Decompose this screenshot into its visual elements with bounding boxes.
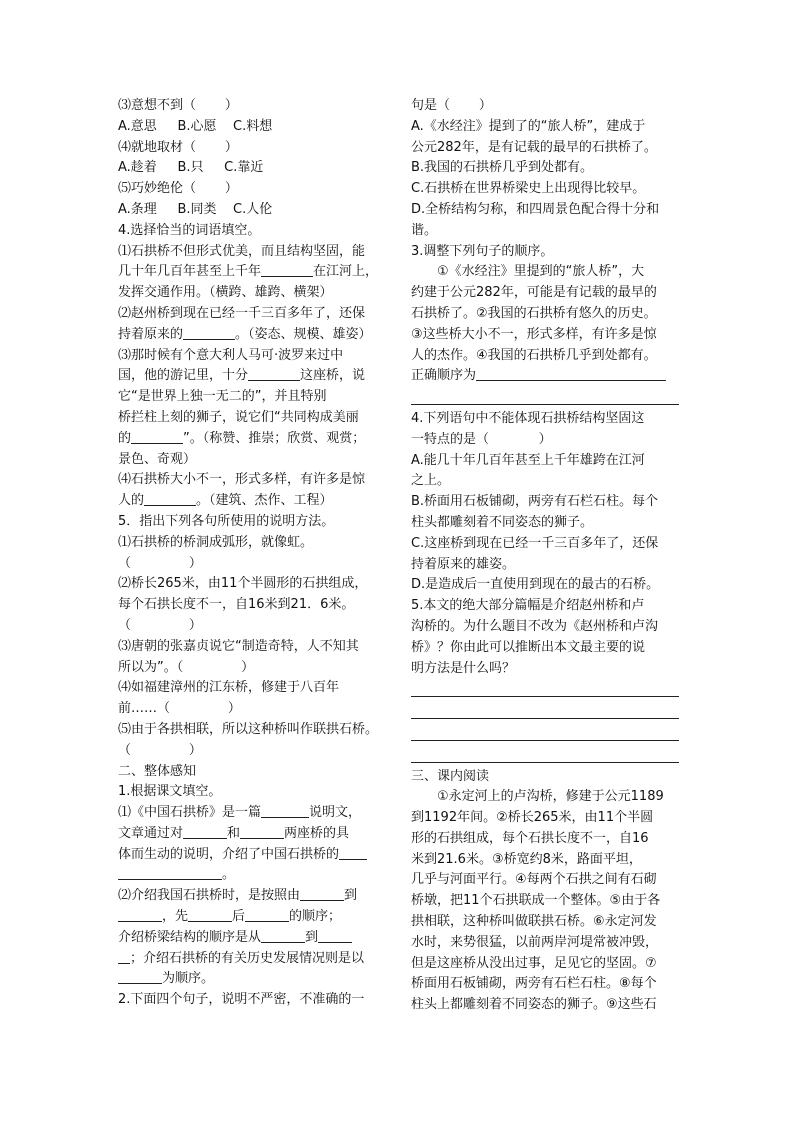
text-line: 正确顺序为	[411, 366, 679, 387]
text-line: A.《水经注》提到了的“旅人桥”，建成于	[411, 118, 646, 134]
text-line: ①《水经注》里提到的“旅人桥”，大	[437, 264, 645, 280]
section-heading: 4.选择恰当的词语填空。	[118, 222, 261, 238]
text-line: 沟桥的。为什么题目不改为《赵州桥和卢沟	[411, 618, 659, 634]
answer-line	[411, 387, 679, 405]
text-line: ⑴石拱桥的桥洞成弧形，就像虹。	[118, 534, 314, 550]
text-line: ⑷石拱桥大小不一，形式多样，有许多是惊	[118, 472, 366, 488]
text-line: 4.下列语句中不能体现石拱桥结构坚固这	[411, 410, 645, 426]
options-line: A.趁着 B.只 C.靠近	[118, 160, 264, 176]
options-line: A.意思 B.心愿 C.料想	[118, 118, 273, 134]
text-line: 柱头都雕刻着不同姿态的狮子。	[411, 514, 594, 530]
text-line: 文章通过对 和 两座桥的具	[118, 825, 350, 841]
text-line: ，先 后 的顺序；	[118, 907, 386, 928]
text-line: 明方法是什么吗？	[411, 660, 516, 676]
text-line: ⑴《中国石拱桥》是一篇 说明文，	[118, 805, 362, 821]
text-line: 它“是世界上独一无二的”，并且特别	[118, 389, 327, 405]
text-line: C.石拱桥在世界桥梁史上出现得比较早。	[411, 181, 646, 197]
text-line: 石拱桥了。②我国的石拱桥有悠久的历史。	[411, 305, 657, 321]
text-line: 的 ”。（称赞、推崇；欣赏、观赏；	[118, 430, 366, 446]
answer-line	[411, 701, 679, 719]
text-line: ⑴石拱桥不但形式优美，而且结构坚固，能	[118, 243, 366, 259]
question-line: ⑶意想不到（ ）	[118, 98, 238, 113]
question-line: ⑷就地取材（ ）	[118, 139, 238, 155]
right-column	[411, 96, 679, 1016]
text-line: B.桥面用石板铺砌，两旁有石栏石柱。每个	[411, 494, 659, 510]
text-line: 5.本文的绝大部分篇幅是介绍赵州桥和卢	[411, 598, 645, 614]
section-heading: 5．指出下列各句所使用的说明方法。	[118, 513, 335, 529]
text-line: ①永定河上的卢沟桥，修建于公元1189	[437, 789, 664, 805]
text-line: 桥》？你由此可以推断出本文最主要的说	[411, 639, 646, 655]
text-line: 前……（ ）	[118, 701, 241, 717]
text-line: B.我国的石拱桥几乎到处都有。	[411, 160, 594, 176]
text-line: 景色、奇观）	[118, 451, 197, 467]
text-line: 米到21.6米。③桥宽约8米，路面平坦，	[411, 851, 642, 867]
text-line: ③这些桥大小不一，形式多样，有许多是惊	[411, 326, 657, 342]
options-line: A.条理 B.同类 C.人伦	[118, 201, 273, 217]
text-line: 持着原来的 。（姿态、规模、雄姿）	[118, 326, 372, 342]
text-line: ⑵介绍我国石拱桥时，是按照由 到	[118, 888, 358, 904]
text-line: C.这座桥到现在已经一千三百多年了，还保	[411, 535, 659, 551]
text-line: ⑶那时候有个意大利人马可·波罗来过中	[118, 347, 344, 363]
text-line: 拱相联，这种桥叫做联拱石桥。⑥永定河发	[411, 914, 657, 930]
text-line: ⑶唐朝的张嘉贞说它“制造奇特，人不知其	[118, 638, 359, 654]
text-line: D.是造成后一直使用到现在的最古的石桥。	[411, 577, 660, 593]
section-heading: 1.根据课文填空。	[118, 784, 222, 800]
text-line: 2.下面四个句子，说明不严密，不准确的一	[118, 992, 365, 1008]
text-line: 桥拦柱上刻的狮子，说它们“共同构成美丽	[118, 409, 359, 425]
text-line: 水时，来势很猛，以前两岸河堤常被冲毁，	[411, 934, 659, 950]
text-line: 持着原来的雄姿。	[411, 556, 516, 572]
text-line: 每个石拱长度不一，自16米到21．6米。	[118, 597, 355, 613]
text-line: 句是（ ）	[411, 98, 492, 113]
text-line: ⑸由于各拱相联，所以这种桥叫作联拱石桥。	[118, 721, 379, 737]
text-line: 人的 。（建筑、杰作、工程）	[118, 493, 333, 509]
text-line: 但是这座桥从没出过事，足见它的坚固。⑦	[411, 955, 657, 971]
text-line: 国，他的游记里，十分 这座桥，说	[118, 368, 366, 384]
text-line: 。	[118, 865, 386, 886]
text-line: 谐。	[411, 222, 438, 238]
text-line: 柱头上都雕刻着不同姿态的狮子。⑨这些石	[411, 997, 657, 1013]
text-line: 约建于公元282年，可能是有记载的最早的	[411, 285, 657, 301]
text-line: ；介绍石拱桥的有关历史发展情况则是以	[118, 949, 386, 970]
answer-paren: （ ）	[118, 555, 202, 571]
text-line: 形的石拱组成，每个石拱长度不一，自16	[411, 830, 649, 846]
text-line: 几十年几百年甚至上千年 在江河上，	[118, 264, 379, 280]
text-line: 几乎与河面平行。④每两个石拱之间有石砌	[411, 872, 657, 888]
question-line: ⑸巧妙绝伦（ ）	[118, 181, 238, 197]
text-line: 为顺序。	[118, 969, 386, 990]
text-line: 发挥交通作用。（横跨、雄跨、横架）	[118, 285, 333, 301]
text-line: 到1192年间。②桥长265米，由11个半圆	[411, 810, 654, 826]
text-line: D.全桥结构匀称，和四周景色配合得十分和	[411, 201, 660, 217]
text-line: 介绍桥梁结构的顺序是从 到	[118, 928, 386, 949]
section-heading: 三、课内阅读	[411, 768, 490, 784]
text-line: 桥面用石板铺砌，两旁有石栏石柱。⑧每个	[411, 976, 657, 992]
text-line: 一特点的是（ ）	[411, 431, 552, 447]
text-line: ⑵桥长265米，由11个半圆形的石拱组成，	[118, 576, 368, 592]
answer-line	[411, 723, 679, 741]
text-line: 桥墩，把11个石拱联成一个整体。⑤由于各	[411, 893, 661, 909]
answer-line	[411, 745, 679, 763]
answer-paren: （ ）	[118, 742, 202, 758]
section-heading: 二、整体感知	[118, 763, 197, 779]
text-line: ⑵赵州桥到现在已经一千三百多年了，还保	[118, 305, 366, 321]
text-line: 公元282年，是有记载的最早的石拱桥了。	[411, 139, 657, 155]
text-line: 所以为”。（ ）	[118, 659, 255, 675]
answer-line	[411, 679, 679, 697]
text-line: A.能几十年几百年甚至上千年雄跨在江河	[411, 452, 645, 468]
text-line: 之上。	[411, 473, 451, 489]
section-heading: 3.调整下列句子的顺序。	[411, 243, 554, 259]
text-line: 人的杰作。④我国的石拱桥几乎到处都有。	[411, 347, 657, 363]
text-line: 体而生动的说明，介绍了中国石拱桥的	[118, 845, 386, 866]
text-line: ⑷如福建漳州的江东桥，修建于八百年	[118, 680, 340, 696]
left-column	[118, 96, 386, 1011]
answer-paren: （ ）	[118, 617, 202, 633]
